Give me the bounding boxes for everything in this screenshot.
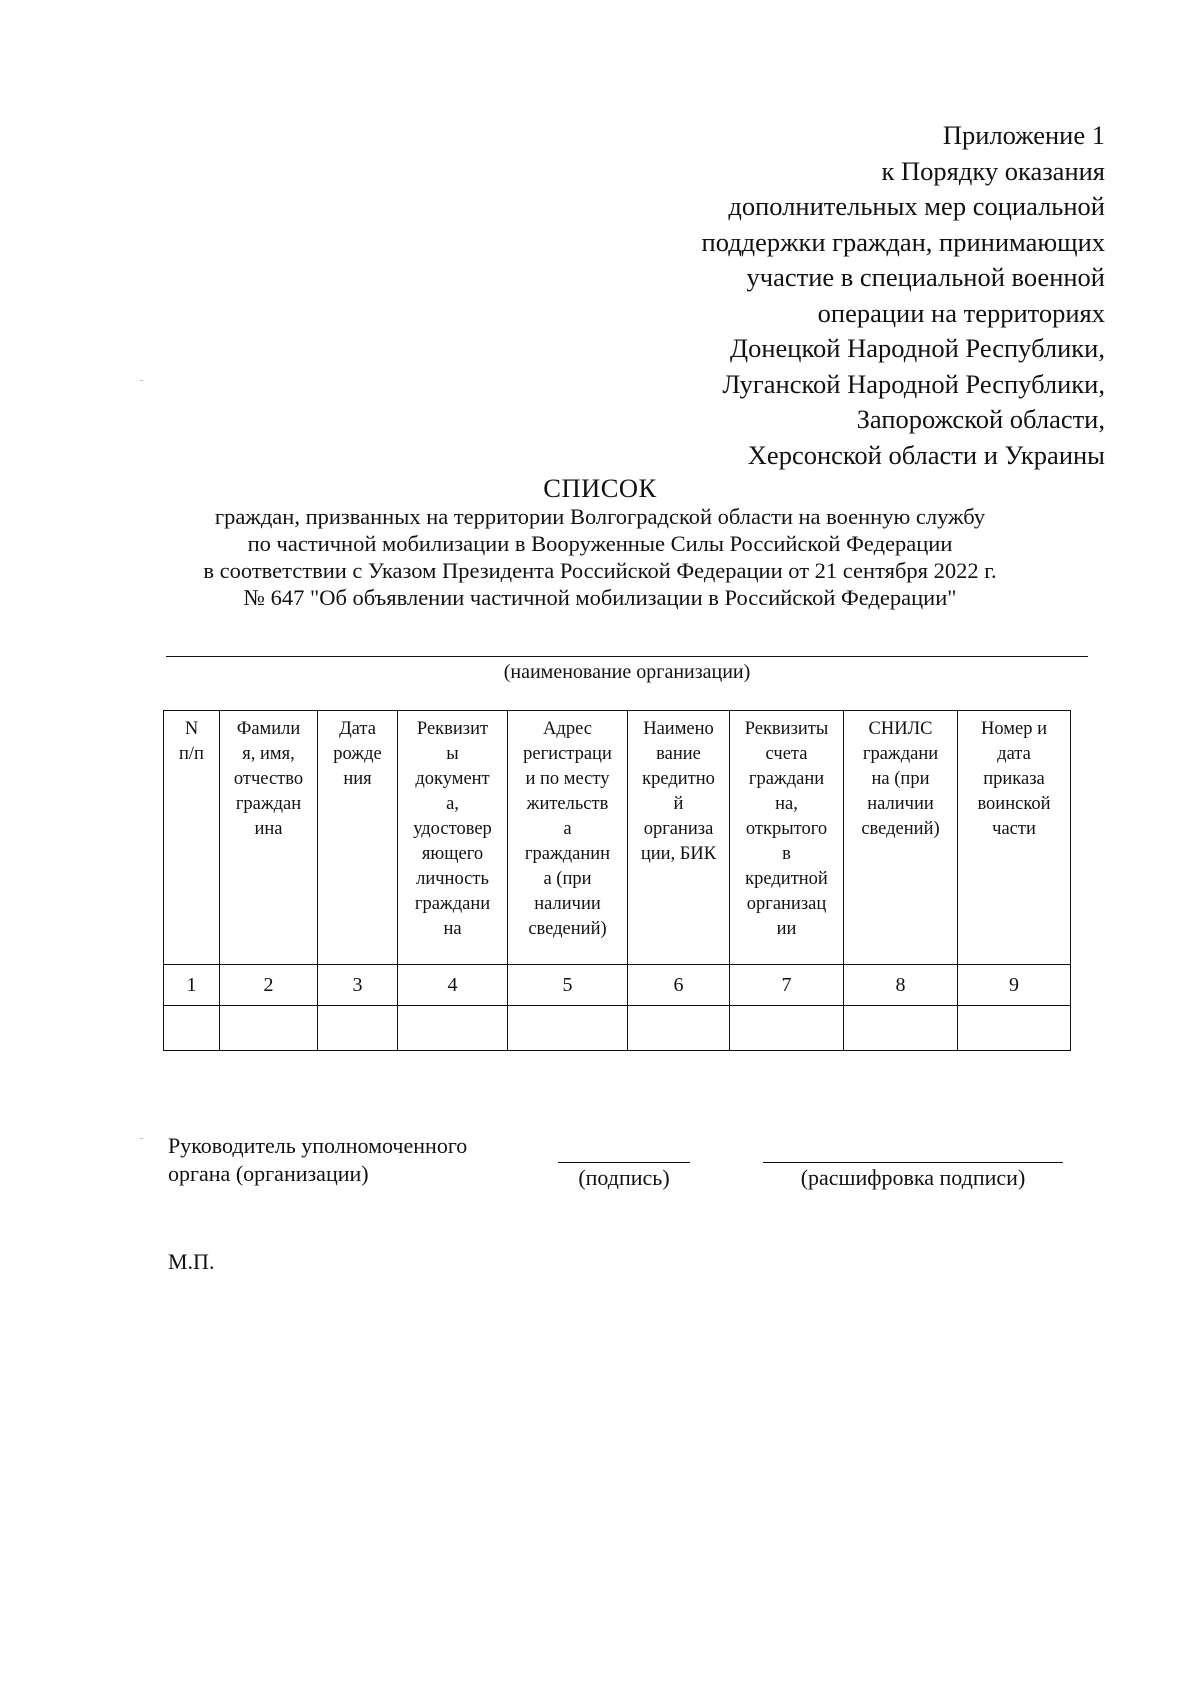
appendix-line: Луганской Народной Республики, (722, 368, 1105, 399)
empty-cell (844, 1006, 958, 1051)
appendix-line: к Порядку оказания (881, 155, 1105, 186)
header-cell-account-details: Реквизиты счета граждани на, открытого в кредитной организац ии (730, 711, 844, 965)
column-number: 3 (318, 965, 398, 1006)
empty-cell (508, 1006, 628, 1051)
empty-cell (958, 1006, 1071, 1051)
signature-line (558, 1162, 690, 1163)
document-subtitle (130, 503, 1070, 611)
appendix-line: Запорожской области, (856, 404, 1105, 434)
empty-cell (318, 1006, 398, 1051)
column-number: 8 (844, 965, 958, 1006)
document-title: СПИСОК (543, 473, 657, 503)
subtitle-line: № 647 "Об объявлении частичной мобилизации в Российской Федерации" (243, 585, 957, 610)
subtitle-line: по частичной мобилизации в Вооруженные Силы Российской Федерации (247, 531, 953, 556)
subtitle-line: граждан, призванных на территории Волгоградской области на военную службу (214, 504, 986, 529)
stamp-place: М.П. (168, 1249, 215, 1274)
table-header-row (164, 711, 1071, 965)
column-number: 5 (508, 965, 628, 1006)
column-number: 2 (220, 965, 318, 1006)
signature-decoding-line (763, 1162, 1063, 1163)
organization-caption: (наименование организации) (503, 661, 751, 683)
subtitle-line: в соответствии с Указом Президента Российской Федерации от 21 сентября 2022 г. (203, 558, 997, 583)
header-cell-order: Номер и дата приказа воинской части (958, 711, 1071, 965)
appendix-line: операции на территориях (817, 297, 1105, 328)
appendix-line: Херсонской области и Украины (747, 439, 1105, 470)
column-number: 1 (164, 965, 220, 1006)
empty-cell (220, 1006, 318, 1051)
appendix-line: дополнительных мер социальной (728, 191, 1105, 221)
header-cell-address: Адрес регистраци и по месту жительств а гражданин а (при наличии сведений) (508, 711, 628, 965)
signatory-role-line: Руководитель уполномоченного (168, 1133, 468, 1158)
organization-name-line (166, 656, 1088, 657)
column-number: 6 (628, 965, 730, 1006)
column-number: 9 (958, 965, 1071, 1006)
scan-mark (140, 380, 143, 381)
citizens-table (163, 710, 1071, 1051)
signature-decoding-caption: (расшифровка подписи) (800, 1165, 1026, 1190)
empty-cell (164, 1006, 220, 1051)
appendix-line: Донецкой Народной Республики, (730, 333, 1105, 363)
appendix-line: поддержки граждан, принимающих (701, 226, 1105, 257)
column-number: 7 (730, 965, 844, 1006)
header-cell-birth-date: Дата рожде ния (318, 711, 398, 965)
signature-caption: (подпись) (578, 1165, 670, 1190)
table-row (164, 1006, 1071, 1051)
scan-mark (140, 1138, 143, 1139)
appendix-line: Приложение 1 (942, 120, 1105, 150)
header-cell-id-document: Реквизит ы документ а, удостовер яющего личность граждани на (398, 711, 508, 965)
column-number: 4 (398, 965, 508, 1006)
header-cell-snils: СНИЛС граждани на (при наличии сведений) (844, 711, 958, 965)
table-number-row (164, 965, 1071, 1006)
appendix-header (545, 118, 1105, 473)
header-cell-bank-name: Наимено вание кредитно й организа ции, БИК (628, 711, 730, 965)
signatory-role-line: органа (организации) (168, 1161, 369, 1186)
empty-cell (628, 1006, 730, 1051)
empty-cell (730, 1006, 844, 1051)
appendix-line: участие в специальной военной (746, 262, 1105, 292)
empty-cell (398, 1006, 508, 1051)
header-cell-number: N п/п (164, 711, 220, 965)
header-cell-full-name: Фамили я, имя, отчество граждан ина (220, 711, 318, 965)
signatory-role (168, 1132, 548, 1188)
